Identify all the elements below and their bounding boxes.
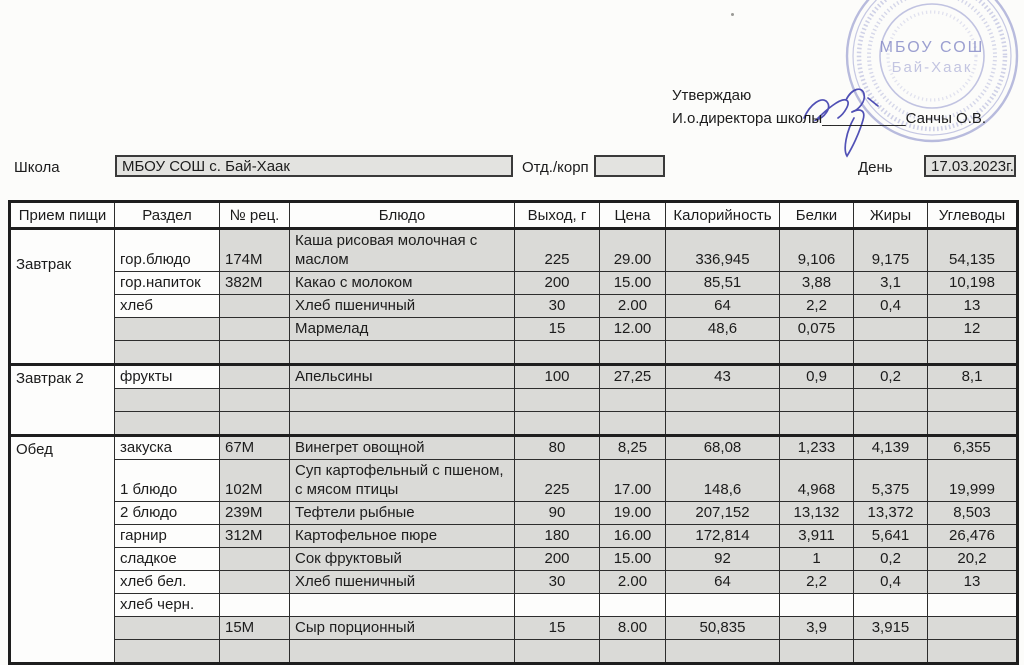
col-header-meal: Прием пищи xyxy=(10,202,115,229)
stamp-org-name: МБОУ СОШ xyxy=(879,39,985,56)
cell-carbs xyxy=(928,389,1018,412)
cell-kcal: 336,945 xyxy=(666,229,780,272)
cell-protein: 4,968 xyxy=(780,460,854,502)
cell-carbs: 8,1 xyxy=(928,365,1018,389)
cell-rec: 15М xyxy=(220,617,290,640)
cell-razdel xyxy=(115,412,220,436)
cell-dish: Сок фруктовый xyxy=(290,548,515,571)
stamp-seal-icon xyxy=(841,0,1023,156)
cell-dish: Суп картофельный с пшеном, с мясом птицы xyxy=(290,460,515,502)
table-row xyxy=(10,389,1018,412)
cell-protein: 0,075 xyxy=(780,318,854,341)
cell-out: 15 xyxy=(515,318,600,341)
cell-protein xyxy=(780,341,854,365)
cell-protein xyxy=(780,389,854,412)
cell-protein: 2,2 xyxy=(780,295,854,318)
cell-protein: 1 xyxy=(780,548,854,571)
meal-cell: Завтрак xyxy=(10,229,115,365)
cell-price: 15.00 xyxy=(600,548,666,571)
cell-out xyxy=(515,389,600,412)
cell-kcal xyxy=(666,594,780,617)
table-row xyxy=(10,436,1018,460)
cell-razdel xyxy=(115,318,220,341)
cell-price xyxy=(600,412,666,436)
cell-razdel: закуска xyxy=(115,436,220,460)
cell-fat xyxy=(854,594,928,617)
approval-title: Утверждаю xyxy=(672,87,752,104)
cell-dish: Каша рисовая молочная с маслом xyxy=(290,229,515,272)
approval-signature-line xyxy=(672,107,986,130)
cell-carbs xyxy=(928,341,1018,365)
cell-rec xyxy=(220,389,290,412)
cell-price: 8,25 xyxy=(600,436,666,460)
day-label: День xyxy=(858,159,893,176)
cell-razdel xyxy=(115,389,220,412)
cell-kcal: 64 xyxy=(666,571,780,594)
school-stamp xyxy=(841,0,1023,156)
table-header-row xyxy=(10,202,1018,229)
cell-fat: 13,372 xyxy=(854,502,928,525)
table-row xyxy=(10,571,1018,594)
cell-fat xyxy=(854,318,928,341)
cell-out: 30 xyxy=(515,571,600,594)
cell-carbs: 54,135 xyxy=(928,229,1018,272)
cell-price: 15.00 xyxy=(600,272,666,295)
cell-rec: 239М xyxy=(220,502,290,525)
cell-kcal xyxy=(666,389,780,412)
col-header-dish: Блюдо xyxy=(290,202,515,229)
cell-kcal: 172,814 xyxy=(666,525,780,548)
cell-rec: 102М xyxy=(220,460,290,502)
cell-rec: 312М xyxy=(220,525,290,548)
cell-kcal: 92 xyxy=(666,548,780,571)
cell-protein: 3,88 xyxy=(780,272,854,295)
director-name: Санчы О.В. xyxy=(905,110,987,127)
cell-fat: 9,175 xyxy=(854,229,928,272)
day-value-field: 17.03.2023г. xyxy=(924,155,1016,177)
cell-fat xyxy=(854,341,928,365)
cell-out: 225 xyxy=(515,229,600,272)
cell-protein: 3,9 xyxy=(780,617,854,640)
cell-dish: Картофельное пюре xyxy=(290,525,515,548)
cell-carbs xyxy=(928,412,1018,436)
cell-out: 225 xyxy=(515,460,600,502)
cell-razdel xyxy=(115,640,220,664)
menu-table-body xyxy=(10,229,1018,664)
cell-carbs: 12 xyxy=(928,318,1018,341)
cell-razdel: хлеб черн. xyxy=(115,594,220,617)
cell-rec xyxy=(220,412,290,436)
cell-rec xyxy=(220,295,290,318)
cell-fat xyxy=(854,389,928,412)
cell-price xyxy=(600,389,666,412)
cell-rec xyxy=(220,341,290,365)
cell-fat: 4,139 xyxy=(854,436,928,460)
cell-fat: 5,641 xyxy=(854,525,928,548)
dept-value-field xyxy=(594,155,665,177)
cell-rec xyxy=(220,640,290,664)
table-row xyxy=(10,502,1018,525)
cell-carbs xyxy=(928,594,1018,617)
cell-rec: 174М xyxy=(220,229,290,272)
cell-protein: 13,132 xyxy=(780,502,854,525)
menu-table xyxy=(8,200,1019,665)
cell-fat xyxy=(854,412,928,436)
cell-carbs xyxy=(928,640,1018,664)
scan-speck xyxy=(731,13,734,16)
director-label: И.о.директора школы xyxy=(672,110,823,127)
cell-dish: Апельсины xyxy=(290,365,515,389)
col-header-carbs: Углеводы xyxy=(928,202,1018,229)
table-row xyxy=(10,318,1018,341)
meal-cell: Завтрак 2 xyxy=(10,365,115,436)
cell-rec xyxy=(220,318,290,341)
cell-fat: 0,4 xyxy=(854,295,928,318)
signature-underline: __________ xyxy=(822,110,906,127)
cell-rec: 382М xyxy=(220,272,290,295)
cell-kcal xyxy=(666,412,780,436)
cell-kcal: 148,6 xyxy=(666,460,780,502)
cell-dish xyxy=(290,389,515,412)
table-row xyxy=(10,460,1018,502)
cell-carbs: 13 xyxy=(928,571,1018,594)
cell-fat xyxy=(854,640,928,664)
cell-razdel: гор.блюдо xyxy=(115,229,220,272)
cell-razdel: хлеб бел. xyxy=(115,571,220,594)
cell-kcal: 48,6 xyxy=(666,318,780,341)
table-row xyxy=(10,525,1018,548)
cell-protein: 9,106 xyxy=(780,229,854,272)
cell-protein: 3,911 xyxy=(780,525,854,548)
table-row xyxy=(10,365,1018,389)
cell-protein xyxy=(780,594,854,617)
col-header-out: Выход, г xyxy=(515,202,600,229)
stamp-org-place: Бай-Хаак xyxy=(891,59,973,76)
cell-razdel: гарнир xyxy=(115,525,220,548)
cell-dish xyxy=(290,341,515,365)
cell-rec xyxy=(220,594,290,617)
cell-out: 200 xyxy=(515,272,600,295)
cell-kcal xyxy=(666,341,780,365)
cell-price: 29.00 xyxy=(600,229,666,272)
cell-fat: 0,4 xyxy=(854,571,928,594)
cell-out xyxy=(515,594,600,617)
cell-kcal: 50,835 xyxy=(666,617,780,640)
cell-price: 2.00 xyxy=(600,571,666,594)
table-row xyxy=(10,341,1018,365)
cell-protein: 2,2 xyxy=(780,571,854,594)
cell-price: 12.00 xyxy=(600,318,666,341)
cell-price: 19.00 xyxy=(600,502,666,525)
table-row xyxy=(10,594,1018,617)
cell-carbs: 10,198 xyxy=(928,272,1018,295)
cell-dish: Какао с молоком xyxy=(290,272,515,295)
table-row xyxy=(10,412,1018,436)
col-header-rec: № рец. xyxy=(220,202,290,229)
col-header-fat: Жиры xyxy=(854,202,928,229)
school-label: Школа xyxy=(14,159,60,176)
cell-dish xyxy=(290,640,515,664)
cell-out: 90 xyxy=(515,502,600,525)
cell-price xyxy=(600,341,666,365)
cell-out: 100 xyxy=(515,365,600,389)
cell-rec: 67М xyxy=(220,436,290,460)
cell-razdel: хлеб xyxy=(115,295,220,318)
table-row xyxy=(10,295,1018,318)
cell-dish: Сыр порционный xyxy=(290,617,515,640)
cell-dish: Винегрет овощной xyxy=(290,436,515,460)
cell-carbs: 8,503 xyxy=(928,502,1018,525)
col-header-protein: Белки xyxy=(780,202,854,229)
cell-kcal: 207,152 xyxy=(666,502,780,525)
cell-out: 200 xyxy=(515,548,600,571)
col-header-kcal: Калорийность xyxy=(666,202,780,229)
cell-out: 180 xyxy=(515,525,600,548)
cell-kcal xyxy=(666,640,780,664)
cell-rec xyxy=(220,571,290,594)
cell-dish: Тефтели рыбные xyxy=(290,502,515,525)
cell-carbs: 26,476 xyxy=(928,525,1018,548)
cell-dish: Хлеб пшеничный xyxy=(290,295,515,318)
cell-kcal: 68,08 xyxy=(666,436,780,460)
meal-cell: Обед xyxy=(10,436,115,664)
cell-kcal: 85,51 xyxy=(666,272,780,295)
cell-carbs: 13 xyxy=(928,295,1018,318)
cell-protein xyxy=(780,412,854,436)
cell-dish: Мармелад xyxy=(290,318,515,341)
cell-price: 8.00 xyxy=(600,617,666,640)
cell-fat: 0,2 xyxy=(854,365,928,389)
cell-razdel: 1 блюдо xyxy=(115,460,220,502)
cell-price xyxy=(600,594,666,617)
cell-price: 27,25 xyxy=(600,365,666,389)
cell-protein: 0,9 xyxy=(780,365,854,389)
cell-price: 2.00 xyxy=(600,295,666,318)
cell-dish xyxy=(290,412,515,436)
school-value-field: МБОУ СОШ с. Бай-Хаак xyxy=(115,155,513,177)
cell-razdel: фрукты xyxy=(115,365,220,389)
cell-fat: 3,915 xyxy=(854,617,928,640)
col-header-price: Цена xyxy=(600,202,666,229)
cell-price: 17.00 xyxy=(600,460,666,502)
cell-out xyxy=(515,640,600,664)
cell-dish xyxy=(290,594,515,617)
table-row xyxy=(10,548,1018,571)
table-row xyxy=(10,617,1018,640)
table-row xyxy=(10,229,1018,272)
cell-kcal: 64 xyxy=(666,295,780,318)
cell-price xyxy=(600,640,666,664)
cell-out xyxy=(515,341,600,365)
cell-razdel: гор.напиток xyxy=(115,272,220,295)
cell-out: 15 xyxy=(515,617,600,640)
cell-carbs: 20,2 xyxy=(928,548,1018,571)
cell-razdel: 2 блюдо xyxy=(115,502,220,525)
cell-dish: Хлеб пшеничный xyxy=(290,571,515,594)
approval-block xyxy=(672,84,986,130)
cell-fat: 5,375 xyxy=(854,460,928,502)
cell-carbs: 6,355 xyxy=(928,436,1018,460)
cell-out: 80 xyxy=(515,436,600,460)
cell-protein xyxy=(780,640,854,664)
cell-fat: 3,1 xyxy=(854,272,928,295)
cell-razdel xyxy=(115,341,220,365)
cell-razdel: сладкое xyxy=(115,548,220,571)
col-header-razdel: Раздел xyxy=(115,202,220,229)
cell-carbs xyxy=(928,617,1018,640)
cell-kcal: 43 xyxy=(666,365,780,389)
cell-rec xyxy=(220,548,290,571)
cell-razdel xyxy=(115,617,220,640)
cell-out xyxy=(515,412,600,436)
table-row xyxy=(10,272,1018,295)
cell-out: 30 xyxy=(515,295,600,318)
cell-carbs: 19,999 xyxy=(928,460,1018,502)
cell-protein: 1,233 xyxy=(780,436,854,460)
cell-fat: 0,2 xyxy=(854,548,928,571)
cell-rec xyxy=(220,365,290,389)
dept-label: Отд./корп xyxy=(522,159,589,176)
table-row xyxy=(10,640,1018,664)
cell-price: 16.00 xyxy=(600,525,666,548)
